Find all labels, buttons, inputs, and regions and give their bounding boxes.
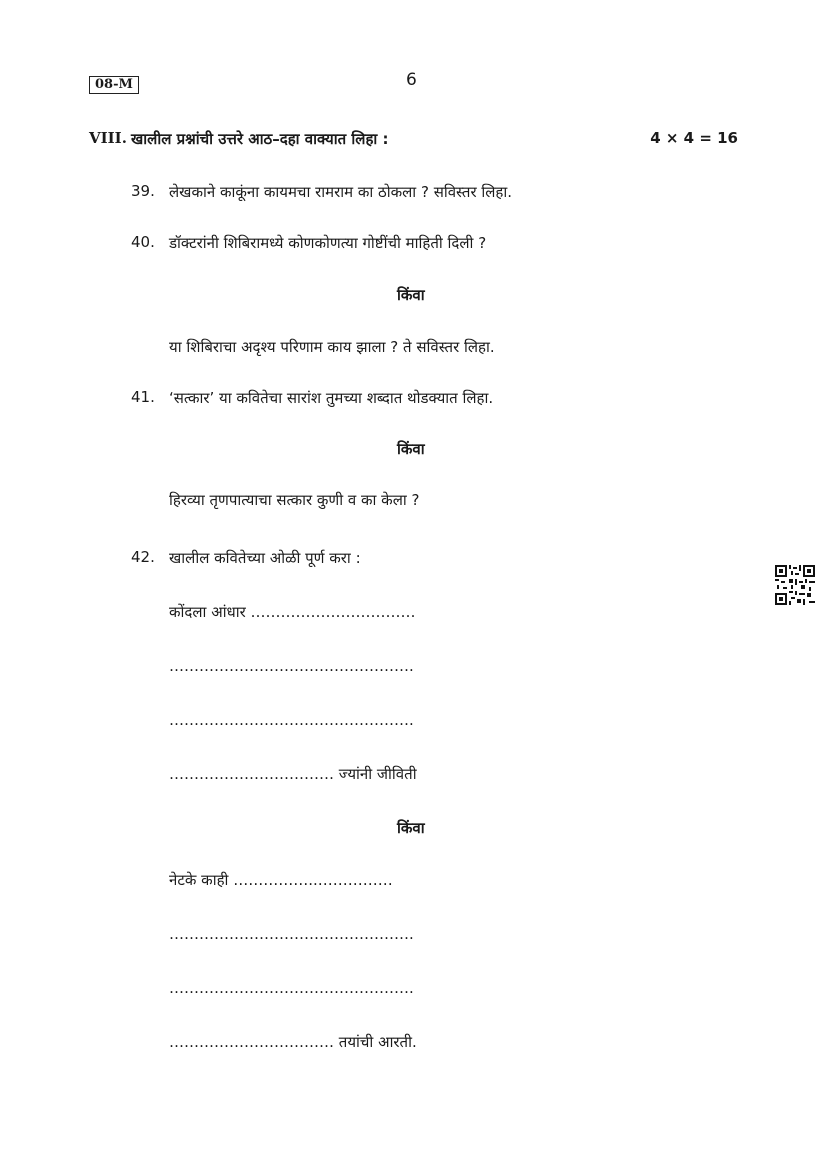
poem-line: …………………………… तयांची आरती. <box>169 1033 417 1051</box>
question-number: 39. <box>131 182 155 200</box>
page-number: 6 <box>406 70 417 90</box>
question-number: 40. <box>131 233 155 251</box>
qr-code-icon <box>775 565 815 605</box>
or-label: किंवा <box>397 286 425 304</box>
question-number: 41. <box>131 388 155 406</box>
poem-line: …………………………… ज्यांनी जीविती <box>169 765 417 783</box>
or-label: किंवा <box>397 440 425 458</box>
poem-line: …………………………………………. <box>169 925 414 943</box>
question-text: लेखकाने काकूंना कायमचा रामराम का ठोकला ? सविस्तर लिहा. <box>169 183 513 201</box>
poem-line: कोंदला आंधार …………………………… <box>169 603 416 621</box>
poem-line: …………………………………………. <box>169 711 414 729</box>
section-number: VIII. <box>89 129 127 147</box>
question-text: या शिबिराचा अदृश्य परिणाम काय झाला ? ते सविस्तर लिहा. <box>169 338 495 356</box>
question-text: डॉक्टरांनी शिबिरामध्ये कोणकोणत्या गोष्टींची माहिती दिली ? <box>169 234 487 252</box>
question-text: ‘सत्कार’ या कवितेचा सारांश तुमच्या शब्दात थोडक्यात लिहा. <box>169 389 494 407</box>
question-text: खालील कवितेच्या ओळी पूर्ण करा : <box>169 549 361 567</box>
poem-line: …………………………………………. <box>169 979 414 997</box>
section-marks: 4 × 4 = 16 <box>650 129 738 147</box>
poem-line: नेटके काही ……………..…………… <box>169 871 393 889</box>
poem-line: …………………………………………. <box>169 657 414 675</box>
section-instruction: खालील प्रश्नांची उत्तरे आठ–दहा वाक्यात लिहा : <box>131 130 389 148</box>
question-text: हिरव्या तृणपात्याचा सत्कार कुणी व का केला ? <box>169 491 420 509</box>
paper-code: 08-M <box>89 76 139 94</box>
question-number: 42. <box>131 548 155 566</box>
or-label: किंवा <box>397 819 425 837</box>
